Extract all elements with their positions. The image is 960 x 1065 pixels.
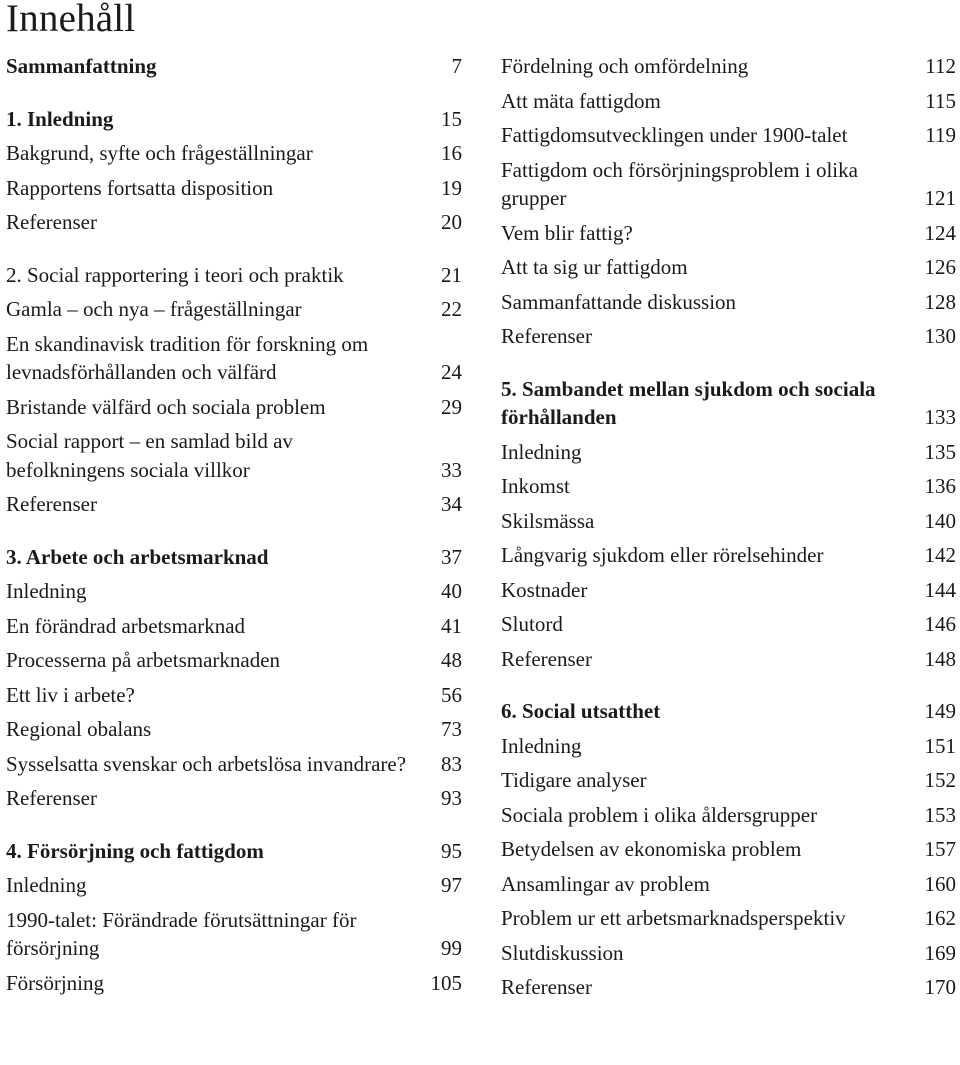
toc-entry xyxy=(501,576,956,605)
toc-entry xyxy=(6,750,462,779)
toc-entry xyxy=(6,174,462,203)
toc-entry xyxy=(501,732,956,761)
toc-entry-page-number: 20 xyxy=(441,210,462,234)
toc-entry xyxy=(501,801,956,830)
toc-entry-title: Kostnader xyxy=(501,577,588,602)
toc-entry-title: Regional obalans xyxy=(6,717,152,741)
toc-entry-page-number: 149 xyxy=(924,699,956,723)
toc-entry xyxy=(501,52,956,81)
page-title: Innehåll xyxy=(6,0,136,40)
toc-entry-title: Sammanfattning xyxy=(6,54,157,78)
toc-entry xyxy=(6,208,462,237)
toc-entry-title: Betydelsen av ekonomiska problem xyxy=(501,837,802,861)
toc-entry-title: Problem ur ett arbetsmarknadsperspektiv xyxy=(501,906,846,930)
toc-entry-page-number: 151 xyxy=(924,733,956,758)
toc-entry-page-number: 15 xyxy=(441,106,462,131)
toc-entry xyxy=(6,906,462,963)
toc-entry xyxy=(6,681,462,710)
toc-entry-page-number: 169 xyxy=(924,940,956,965)
toc-entry xyxy=(501,375,956,432)
toc-entry xyxy=(501,973,956,1002)
toc-entry-title: 3. Arbete och arbetsmarknad xyxy=(6,544,269,569)
toc-entry-title: Sysselsatta svenskar och arbetslösa invandrare? xyxy=(6,751,407,776)
toc-entry-page-number: 95 xyxy=(441,838,462,863)
toc-entry xyxy=(6,295,462,324)
toc-entry xyxy=(6,393,462,422)
toc-entry xyxy=(501,507,956,536)
toc-entry-title: Att ta sig ur fattigdom xyxy=(501,255,688,279)
toc-entry-page-number: 128 xyxy=(924,289,956,314)
toc-entry-title: Referenser xyxy=(6,786,97,810)
toc-entry xyxy=(6,646,462,675)
toc-entry xyxy=(6,490,462,519)
toc-entry-title: En förändrad arbetsmarknad xyxy=(6,613,246,638)
toc-entry-page-number: 97 xyxy=(441,873,462,897)
toc-entry-title: Att mäta fattigdom xyxy=(501,88,661,113)
toc-entry-page-number: 146 xyxy=(924,612,956,636)
toc-entry-page-number: 48 xyxy=(441,648,462,672)
toc-entry-title: Ansamlingar av problem xyxy=(501,871,710,896)
toc-entry xyxy=(6,427,462,484)
toc-entry xyxy=(501,288,956,317)
toc-entry-title: Skilsmässa xyxy=(501,508,595,533)
toc-entry-title: Slutdiskussion xyxy=(501,940,624,965)
toc-entry-page-number: 136 xyxy=(924,474,956,498)
toc-entry-title: Bristande välfärd och sociala problem xyxy=(6,394,326,419)
toc-entry xyxy=(501,541,956,570)
toc-entry-page-number: 83 xyxy=(441,751,462,776)
toc-entry xyxy=(6,837,462,866)
toc-entry-page-number: 170 xyxy=(924,975,956,999)
toc-entry-page-number: 93 xyxy=(441,786,462,810)
toc-entry-page-number: 21 xyxy=(441,262,462,287)
toc-entry xyxy=(6,52,462,81)
toc-entry-title: Gamla – och nya – frågeställningar xyxy=(6,297,302,321)
toc-entry xyxy=(501,904,956,933)
toc-entry-title: Fördelning och omfördelning xyxy=(501,54,749,78)
toc-entry-title: Vem blir fattig? xyxy=(501,220,633,245)
toc-entry-title: Rapportens fortsatta disposition xyxy=(6,175,274,200)
toc-entry-page-number: 124 xyxy=(924,220,956,245)
toc-entry xyxy=(6,612,462,641)
toc-entry-page-number: 119 xyxy=(925,123,956,147)
toc-entry-title: Sammanfattande diskussion xyxy=(501,289,737,314)
toc-entry-page-number: 105 xyxy=(430,970,462,995)
toc-entry xyxy=(6,577,462,606)
toc-entry-page-number: 41 xyxy=(441,613,462,638)
toc-entry xyxy=(6,715,462,744)
toc-entry-title: Inkomst xyxy=(501,474,570,498)
toc-entry-title: Referenser xyxy=(501,646,592,671)
toc-entry-title: 1990-talet: Förändrade förutsättningar för försörjning xyxy=(6,907,357,960)
toc-entry-page-number: 121 xyxy=(924,186,956,210)
toc-entry xyxy=(6,969,462,998)
toc-entry-title: Ett liv i arbete? xyxy=(6,682,135,707)
toc-entry-page-number: 130 xyxy=(924,324,956,348)
toc-entry-page-number: 22 xyxy=(441,297,462,321)
toc-entry-page-number: 126 xyxy=(924,255,956,279)
toc-entry-page-number: 140 xyxy=(924,508,956,533)
toc-entry xyxy=(501,219,956,248)
toc-entry xyxy=(501,610,956,639)
toc-entry-title: Referenser xyxy=(6,492,97,516)
toc-entry-title: Inledning xyxy=(501,733,582,758)
toc-entry-title: 4. Försörjning och fattigdom xyxy=(6,838,264,863)
toc-right-column xyxy=(501,52,956,1008)
toc-entry-page-number: 142 xyxy=(924,543,956,567)
toc-entry xyxy=(501,156,956,213)
toc-entry xyxy=(501,766,956,795)
toc-entry xyxy=(501,645,956,674)
toc-entry-page-number: 157 xyxy=(924,837,956,861)
toc-entry-page-number: 144 xyxy=(924,577,956,602)
toc-entry xyxy=(501,870,956,899)
toc-entry-title: Processerna på arbetsmarknaden xyxy=(6,648,281,672)
toc-entry-page-number: 115 xyxy=(925,88,956,113)
toc-entry-title: Försörjning xyxy=(6,970,105,995)
toc-entry-title: Tidigare analyser xyxy=(501,768,647,792)
toc-entry-page-number: 99 xyxy=(441,936,462,960)
toc-entry-page-number: 19 xyxy=(441,175,462,200)
toc-entry-title: Fattigdom och försörjningsproblem i olika grupper xyxy=(501,157,858,210)
toc-entry xyxy=(501,87,956,116)
toc-entry-page-number: 153 xyxy=(924,802,956,827)
toc-entry xyxy=(6,105,462,134)
toc-entry-title: Sociala problem i olika åldersgrupper xyxy=(501,802,818,827)
toc-entry xyxy=(6,871,462,900)
toc-entry-page-number: 29 xyxy=(441,394,462,419)
toc-entry-page-number: 16 xyxy=(441,141,462,165)
toc-entry xyxy=(6,330,462,387)
toc-entry xyxy=(501,939,956,968)
toc-entry-title: Social rapport – en samlad bild av befolkningens sociala villkor xyxy=(6,429,293,482)
toc-entry xyxy=(501,121,956,150)
toc-entry xyxy=(6,261,462,290)
toc-entry-page-number: 24 xyxy=(441,360,462,384)
toc-entry-page-number: 33 xyxy=(441,457,462,482)
toc-entry-page-number: 7 xyxy=(451,54,462,78)
toc-entry-page-number: 160 xyxy=(924,871,956,896)
toc-entry xyxy=(501,253,956,282)
toc-entry-title: Slutord xyxy=(501,612,563,636)
toc-entry-title: Långvarig sjukdom eller rörelsehinder xyxy=(501,543,824,567)
toc-entry xyxy=(501,697,956,726)
toc-entry xyxy=(6,139,462,168)
toc-left-column xyxy=(6,52,462,1003)
toc-entry-page-number: 73 xyxy=(441,717,462,741)
toc-entry xyxy=(6,543,462,572)
toc-entry-page-number: 148 xyxy=(924,646,956,671)
toc-entry xyxy=(6,784,462,813)
toc-entry-page-number: 135 xyxy=(924,439,956,464)
toc-entry-title: Referenser xyxy=(6,210,97,234)
toc-entry-page-number: 56 xyxy=(441,682,462,707)
toc-entry-title: Fattigdomsutvecklingen under 1900-talet xyxy=(501,123,848,147)
toc-entry-page-number: 133 xyxy=(924,405,956,429)
toc-entry-page-number: 40 xyxy=(441,579,462,603)
toc-entry xyxy=(501,835,956,864)
toc-entry-title: 1. Inledning xyxy=(6,106,114,131)
toc-entry-page-number: 37 xyxy=(441,544,462,569)
toc-entry-page-number: 112 xyxy=(925,54,956,78)
toc-entry-title: 2. Social rapportering i teori och praktik xyxy=(6,262,344,287)
toc-entry-title: Referenser xyxy=(501,975,592,999)
toc-entry-title: Inledning xyxy=(6,579,87,603)
toc-entry-title: Bakgrund, syfte och frågeställningar xyxy=(6,141,313,165)
toc-entry-title: 5. Sambandet mellan sjukdom och sociala förhållanden xyxy=(501,376,876,429)
toc-entry-title: En skandinavisk tradition för forskning om levnadsförhållanden och välfärd xyxy=(6,331,369,384)
toc-entry xyxy=(501,438,956,467)
toc-entry-page-number: 34 xyxy=(441,492,462,516)
toc-entry-title: Referenser xyxy=(501,324,592,348)
toc-entry-page-number: 162 xyxy=(924,906,956,930)
toc-entry-title: Inledning xyxy=(6,873,87,897)
toc-entry xyxy=(501,472,956,501)
toc-entry xyxy=(501,322,956,351)
toc-entry-title: Inledning xyxy=(501,439,582,464)
toc-entry-title: 6. Social utsatthet xyxy=(501,699,661,723)
toc-entry-page-number: 152 xyxy=(924,768,956,792)
